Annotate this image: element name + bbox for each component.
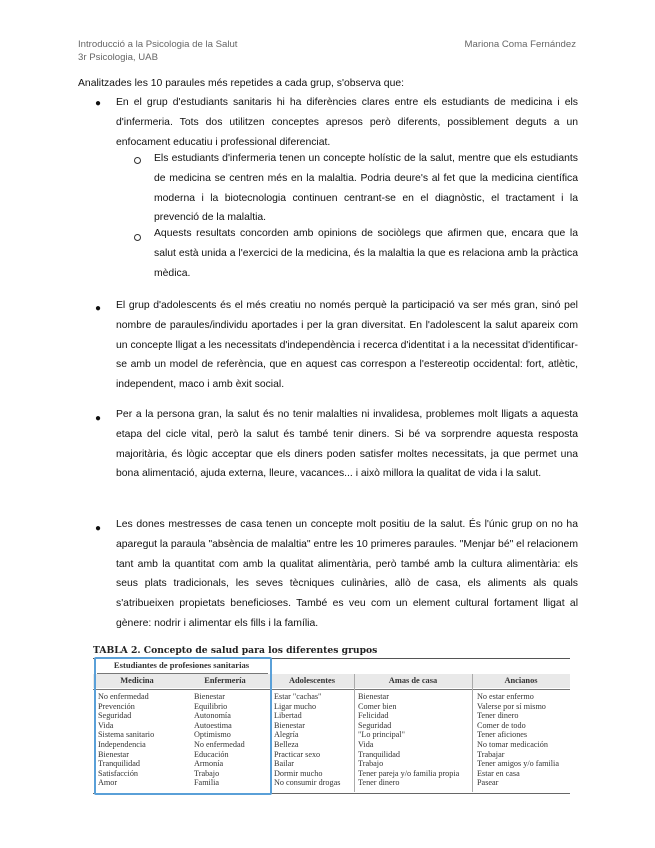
table-cell: Bienestar [274,720,305,730]
table-cell: No consumir drogas [274,778,341,788]
table-cell: Equilibrio [194,701,228,711]
sub-bullet-circle [134,157,141,164]
table-cell: Tener dinero [477,711,519,721]
bullet-dot: ● [95,413,102,424]
table-cell: Alegría [274,730,299,740]
sanitary-students-highlight-box [94,657,272,795]
table-cell: Tener amigos y/o familia [477,759,559,769]
table-cell: Vida [98,720,114,730]
table-cell: Valerse por sí mismo [477,701,546,711]
table-cell: "Lo principal" [358,730,405,740]
table-cell: Educación [194,749,229,759]
table-cell: Vida [358,739,374,749]
table-cell: Bienestar [194,692,225,701]
course-subtitle: 3r Psicologia, UAB [78,52,158,63]
table-cell: Familia [194,778,220,788]
table-cell: Optimismo [194,730,231,740]
column-header: Medicina [120,676,154,685]
table-cell: Sistema sanitario [98,730,155,740]
table-cell: Tener pareja y/o familia propia [358,768,460,778]
table-cell: No estar enfermo [477,692,534,701]
table-cell: Belleza [274,739,299,749]
bullet-paragraph-1: En el grup d'estudiants sanitaris hi ha diferències clares entre els estudiants de medicina i els d'infermeria. Tots dos utilitzen conceptes apresos però diferents, possiblement deguts a un enfocament educatiu i professional diferenciat. [116,97,578,148]
table-cell: Felicidad [358,711,389,721]
bullet-dot: ● [95,98,102,109]
sub-bullet-2: Aquests resultats concorden amb opinions de sociòlegs que afirmen que, encara que la salut està unida a l'exercici de la medicina, és la malaltia la que es relaciona amb la pràctica mèdica. [154,228,578,279]
table-cell: Autonomía [194,711,231,721]
intro-text: Analitzades les 10 paraules més repetides a cada grup, s'observa que: [78,78,405,89]
table-cell: Tener dinero [358,778,400,788]
table-cell: Seguridad [358,720,392,730]
table-cell: Independencia [98,739,146,749]
table-cell: Autoestima [194,720,232,730]
table-cell: Libertad [274,711,302,721]
table-cell: No enfermedad [194,739,245,749]
table-cell: Comer bien [358,701,397,711]
table-cell: Estar en casa [477,768,520,778]
header-left [78,38,237,64]
column-header: Enfermería [204,676,246,685]
table-cell: Estar "cachas" [274,692,322,701]
table-cell: Trabajar [477,749,505,759]
column-divider [472,674,473,792]
table-cell: Bienestar [358,692,389,701]
column-header: Adolescentes [288,676,336,685]
course-title: Introducció a la Psicologia de la Salut [78,39,238,50]
sub-bullet-circle [134,234,141,241]
bullet-paragraph-3: Per a la persona gran, la salut és no tenir malalties ni invalidesa, problemes molt lligats a aquesta etapa del cicle vital, però la salut és també tenir diners. Si bé va sorprendre aquesta resposta majoritària, és lògic acceptar que els diners poden satisfer moltes necessitats, ja que permet una bona alimentació, ajuda externa, lleure, vacances... i això millora la qualitat de vida i la salut. [116,409,578,480]
author-name: Mariona Coma Fernández [464,39,576,50]
bullet-dot: ● [95,523,102,534]
column-adolescentes [274,692,340,788]
table-cell: Prevención [98,701,135,711]
table-cell: No enfermedad [98,692,149,701]
column-header: Ancianos [504,676,538,685]
bullet-paragraph-4: Les dones mestresses de casa tenen un concepte molt positiu de la salut. És l'únic grup on no ha aparegut la paraula "absència de malaltia" entre les 10 primeres paraules. "Menjar bé" el relacionem tant amb la quantitat com amb la qualitat alimentària, però també amb la cultura alimentària: els seus plats tradicionals, les seves tècniques culinàries, allò de casa, els aliments als quals s'atribueixen propietats beneficioses. També es veu com un element cultural fortament lligat al gènere: nodrir i alimentar els fills i la família. [116,519,578,629]
table-cell: Dormir mucho [274,768,323,778]
table-cell: Bienestar [98,749,129,759]
table-group-header: Estudiantes de profesiones sanitarias [113,660,250,670]
table-cell: Trabajo [194,768,220,778]
table-cell: Bailar [274,759,295,769]
table-cell: Trabajo [358,759,384,769]
column-divider [354,674,355,792]
table-title: TABLA 2. Concepto de salud para los diferentes grupos [93,645,378,656]
table-cell: Tranquilidad [98,759,141,769]
column-amas-de-casa [358,692,459,788]
table-cell: Ligar mucho [274,701,317,711]
table-cell: Amor [98,778,118,788]
table-cell: Comer de todo [477,720,526,730]
table-cell: Practicar sexo [274,749,321,759]
column-ancianos [477,692,559,788]
table-cell: Pasear [477,778,499,788]
bullet-dot: ● [95,303,102,314]
bullet-paragraph-2: El grup d'adolescents és el més creatiu no només perquè la participació va ser més gran, sinó pel nombre de paraules/individu aportades i per la gran diversitat. En l'adolescent la salut apareix com un concepte lligat a les necessitats d'independència i recerca d'identitat i a la necessitat d'identificar-se amb un model de referència, que en aquest cas correspon a l'estereotip occidental: fort, atlètic, independent, maco i amb èxit social. [116,300,578,391]
table-cell: Armonía [194,759,224,769]
table-cell: Tranquilidad [358,749,401,759]
table-cell: Seguridad [98,711,132,721]
sub-bullet-1: Els estudiants d'infermeria tenen un concepte holístic de la salut, mentre que els estudiants de medicina se centren més en la malaltia. Podria deure's al fet que la medicina científica moderna i la biotecnologia continuen centrant-se en el diagnòstic, el tractament i la prevenció de la malaltia. [154,153,578,224]
table-cell: Tener aficiones [477,730,528,740]
table-cell: No tomar medicación [477,739,548,749]
column-header: Amas de casa [388,676,438,685]
table-cell: Satisfacción [98,768,139,778]
